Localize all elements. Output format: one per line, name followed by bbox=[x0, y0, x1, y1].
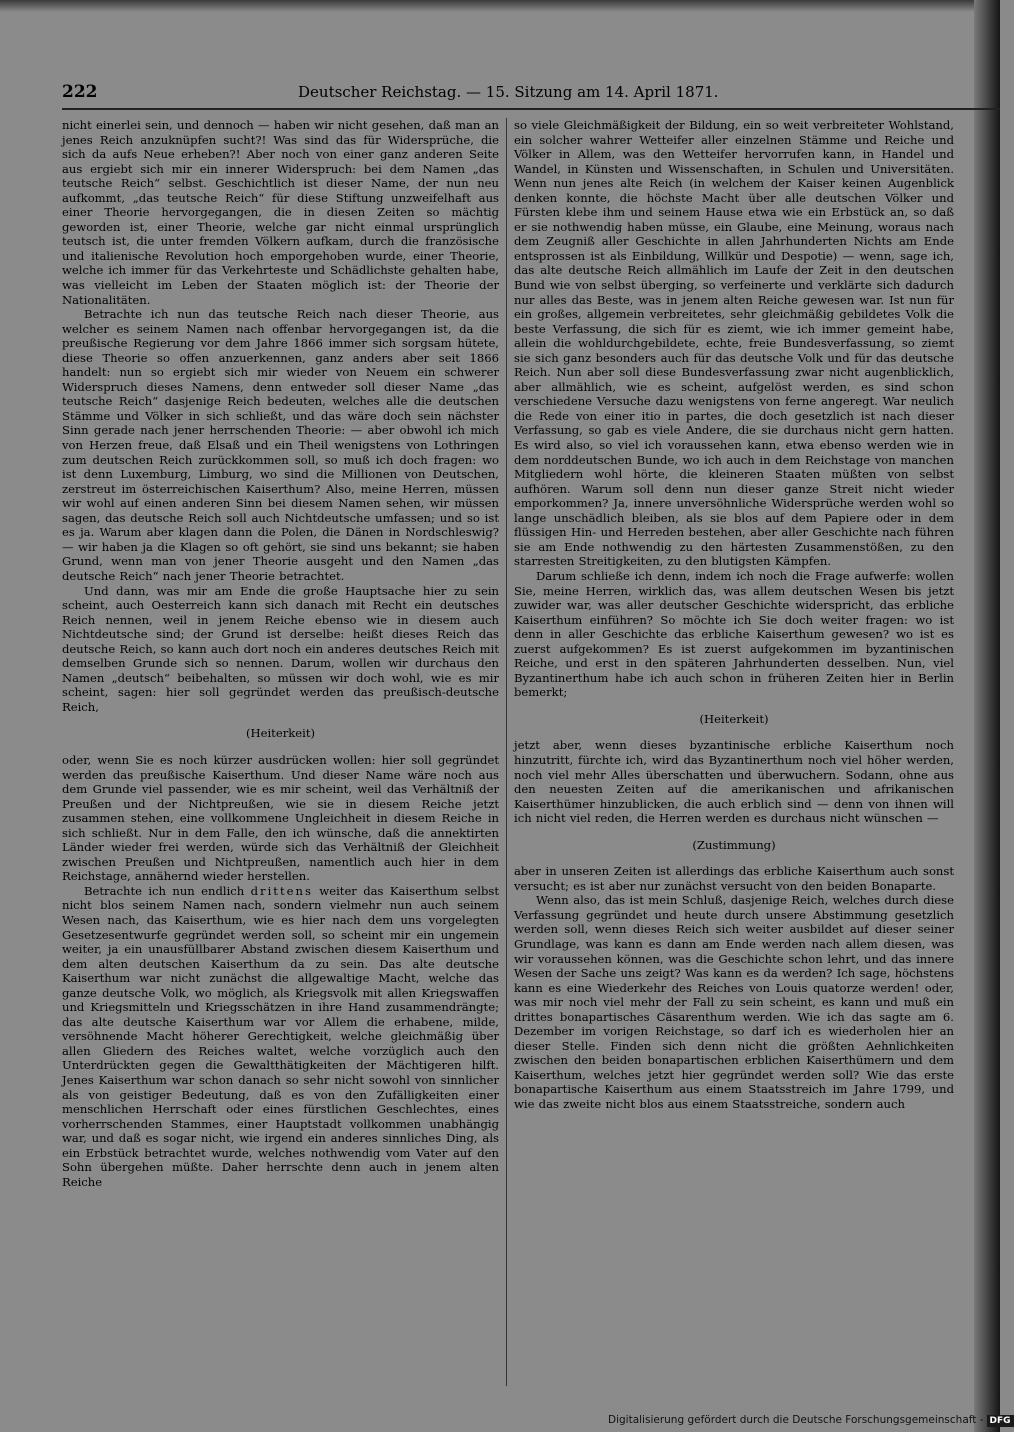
paragraph: jetzt aber, wenn dieses byzantinische erbliche Kaiserthum noch hinzutritt, fürchte ich, wird das Byzantinerthum noch viel höher werden, noch viel mehr Alles überschatten und überwuchern. Sodann, ohne aus den neuesten Zeiten auf die amerikanischen und afrikanischen Kaiserthümer hinzublicken, die auch erblich sind — denn von ihnen will ich nicht viel reden, die Herren werden es durchaus nicht wünschen — bbox=[514, 738, 954, 826]
dfg-logo: DFG bbox=[987, 1415, 1014, 1427]
paragraph-start: Betrachte ich nun endlich bbox=[84, 883, 251, 898]
column-divider bbox=[506, 118, 507, 1386]
paragraph: so viele Gleichmäßigkeit der Bildung, ein so weit verbreiteter Wohlstand, ein solcher wahrer Wetteifer aller einzelnen Stämme und Reiche und Völker in Allem, was den Wetteifer hervorrufen kann, in Handel und Wandel, in Künsten und Wissenschaften, in Schulen und Universitäten. Wenn nun jenes alte Reich (in welchem der Kaiser keinen Augenblick denken konnte, die höchste Macht über alle deutschen Völker und Fürsten klebe ihm und seinem Hause etwa wie ein Erbstück an, so daß er sie nothwendig haben müsse, ein Glaube, eine Meinung, woraus nach dem Zeugniß aller Geschichte in allen Jahrhunderten Nichts am Ende entsprossen ist als Einbildung, Willkür und Despotie) — wenn, sage ich, das alte deutsche Reich allmählich im Laufe der Zeit in den deutschen Bund wie von selbst überging, so verfeinerte und verklärte sich dadurch nur alles das Beste, was in jenem alten Reiche gewesen war. Ist nun für ein großes, allgemein verbreitetes, sehr gleichmäßig gebildetes Volk die beste Verfassung, die sich für es ziemt, wie ich immer gemeint habe, allein die wohldurchgebildete, echte, freie Bundesverfassung, so ziemt sie sich ganz besonders auch für das deutsche Volk und für das deutsche Reich. Nun aber soll diese Bundesverfassung zwar nicht augenblicklich, aber allmählich, wie es scheint, aufgelöst werden, es sind schon verschiedene Versuche dazu wenigstens von ferne angeregt. War neulich die Rede von einer itio in partes, die doch gesetzlich ist nach dieser Verfassung, so gab es viele Andere, die sie durchaus nicht gern hatten. Es wird also, so viel ich voraussehen kann, etwa ebenso werden wie in dem norddeutschen Bunde, wo ich auch in dem Reichstage von manchen Mitgliedern wohl hörte, die kleineren Staaten müßten von selbst aufhören. Warum soll denn nun dieser ganze Streit nicht wieder emporkommen? Ja, innere unversöhnliche Widersprüche werden wohl so lange unschädlich bleiben, als sie blos auf dem Papiere oder in dem flüssigen Hin- und Herreden bestehen, aber aller Geschichte nach führen sie am Ende nothwendig zu den härtesten Zusammenstößen, zu den starresten Streitigkeiten, zu den blutigsten Kämpfen. bbox=[514, 118, 954, 569]
scan-edge-right bbox=[974, 0, 1000, 1432]
paragraph: Darum schließe ich denn, indem ich noch die Frage aufwerfe: wollen Sie, meine Herren, wirklich das, was allem deutschen Wesen bis jetzt zuwider war, was aller deutscher Geschichte widerspricht, das erbliche Kaiserthum einführen? So möchte ich Sie doch weiter fragen: wo ist denn in aller Geschichte das erbliche Kaiserthum gewesen? wo ist es zuerst aufgekommen? Es ist zuerst aufgekommen im byzantinischen Reiche, und erst in den späteren Jahrhunderten desselben. Nun, viel Byzantinerthum habe ich auch schon in früheren Zeiten hier in Berlin bemerkt; bbox=[514, 568, 954, 700]
paragraph: Betrachte ich nun das teutsche Reich nach dieser Theorie, aus welcher es seinem Namen nach offenbar hervorgegangen ist, da die preußische Regierung vor dem Jahre 1866 immer sich sorgsam hütete, diese Theorie so offen anzuerkennen, ganz anders aber seit 1866 handelt: nun so ergiebt sich mir wieder von Neuem ein schwerer Widerspruch dieses Namens, denn entweder soll dieser Name „das teutsche Reich“ dasjenige Reich bedeuten, welches alle die deutschen Stämme und Völker in sich schließt, und das wäre doch sein nächster Sinn gerade nach jener herrschenden Theorie: — aber obwohl ich mich von Herzen freue, daß Elsaß und ein Theil wenigstens von Lothringen zum deutschen Reich zurückkommen soll, so muß ich doch fragen: wo ist denn Luxemburg, Limburg, wo sind die Millionen von Deutschen, zerstreut im österreichischen Kaiserthum? Also, meine Herren, müssen wir wohl auf einen anderen Sinn bei diesem Namen sehen, wir müssen sagen, das deutsche Reich soll auch Nichtdeutsche umfassen; und so ist es ja. Warum aber klagen dann die Polen, die Dänen in Nordschleswig? — wir haben ja die Klagen so oft gehört, sie sind uns bekannt; sie haben Grund, wenn man von jener Theorie ausgeht und den Namen „das deutsche Reich“ nach jener Theorie betrachtet. bbox=[62, 307, 499, 583]
paragraph: nicht einerlei sein, und dennoch — haben wir nicht gesehen, daß man an jenes Reich anzuknüpfen sucht?! Was sind das für Widersprüche, die sich da aufs Neue erheben?! Aber noch von einer ganz anderen Seite aus ergiebt sich mir ein innerer Widerspruch: bei dem Namen „das teutsche Reich“ selbst. Geschichtlich ist dieser Name, der nun neu aufkommt, „das teutsche Reich“ für diese Stiftung unzweifelhaft aus einer Theorie hervorgegangen, die in diesen Zeiten so mächtig geworden ist, einer Theorie, welche gar nicht einmal ursprünglich teutsch ist, die unter fremden Völkern aufkam, durch die französische und italienische Revolution hoch emporgehoben wurde, einer Theorie, welche ich immer für das Verkehrteste und Schädlichste gehalten habe, was vielleicht im Leben der Staaten möglich ist: der Theorie der Nationalitäten. bbox=[62, 118, 499, 307]
digitization-footer bbox=[608, 1414, 1014, 1427]
running-title: Deutscher Reichstag. — 15. Sitzung am 14. April 1871. bbox=[298, 83, 719, 101]
scan-edge-top bbox=[0, 0, 1000, 12]
interjection: (Zustimmung) bbox=[692, 837, 776, 852]
paragraph: aber in unseren Zeiten ist allerdings das erbliche Kaiserthum auch sonst versucht; es ist aber nur zunächst versucht von den beiden Bonaparte. bbox=[514, 864, 954, 893]
paragraph: Wenn also, das ist mein Schluß, dasjenige Reich, welches durch diese Verfassung gegründet und heute durch unsere Abstimmung gesetzlich werden soll, wenn dieses Reich sich weiter ausbildet auf dieser seiner Grundlage, was kann es dann am Ende werden nach allem diesen, was wir voraussehen können, was die Geschichte schon lehrt, und das innere Wesen der Sache uns zeigt? Was kann es da werden? Ich sage, höchstens kann es eine Wiederkehr des Reiches von Louis quatorze werden! oder, was mir noch viel mehr der Fall zu sein scheint, es kann und muß ein drittes bonapartisches Cäsarenthum werden. Wie ich das sagte am 6. Dezember im vorigen Reichstage, so darf ich es wiederholen hier an dieser Stelle. Finden sich denn nicht die größten Aehnlichkeiten zwischen den beiden bonapartischen erblichen Kaiserthümern und dem Kaiserthum, welches jetzt hier gegründet werden soll? Wie das erste bonapartische Kaiserthum aus einem Staatsstreich im Jahre 1799, und wie das zweite nicht blos aus einem Staatsstreiche, sondern auch bbox=[514, 893, 954, 1111]
footer-text: Digitalisierung gefördert durch die Deutsche Forschungsgemeinschaft - bbox=[608, 1414, 984, 1426]
interjection: (Heiterkeit) bbox=[699, 711, 769, 726]
left-column bbox=[62, 118, 499, 1189]
right-column bbox=[514, 118, 954, 1112]
paragraph: Und dann, was mir am Ende die große Hauptsache hier zu sein scheint, auch Oesterreich kann sich danach mit Recht ein deutsches Reich nennen, weil in jenem Reiche ebenso wie in diesem auch Nichtdeutsche sind; der Grund ist derselbe: heißt dieses Reich das deutsche Reich, so kann auch dort noch ein anderes deutsches Reich mit demselben Grunde sich so nennen. Darum, wollen wir durchaus den Namen „deutsch“ beibehalten, so müssen wir doch wohl, wie es mir scheint, sagen: hier soll gegründet werden das preußisch-deutsche Reich, bbox=[62, 583, 499, 714]
paragraph bbox=[62, 884, 499, 1189]
emphasized-word: drittens bbox=[250, 883, 313, 898]
page-number: 222 bbox=[62, 82, 98, 102]
interjection: (Heiterkeit) bbox=[245, 726, 316, 741]
paragraph: oder, wenn Sie es noch kürzer ausdrücken wollen: hier soll gegründet werden das preußische Kaiserthum. Und dieser Name wäre noch aus dem Grunde viel passender, wie es mir scheint, weil das Verhältniß der Preußen und der Nichtpreußen, wie sie in diesem Reiche jetzt zusammen stehen, eine vollkommene Ungleichheit in diesem Reiche in sich schließt. Nur in dem Falle, den ich wünsche, daß die annektirten Länder wieder frei werden, würde sich das Verhältniß der Gleichheit zwischen Preußen und Nichtpreußen, namentlich auch hier in dem Reichstage, annähernd wieder herstellen. bbox=[62, 752, 499, 884]
paragraph-rest: weiter das Kaiserthum selbst nicht blos seinem Namen nach, sondern vielmehr nun auch seinem Wesen nach, das Kaiserthum, wie es hier nach dem uns vorgelegten Gesetzesentwurfe gegründet werden soll, so scheint mir ein ungemein weiter, ja ein unausfüllbarer Abstand zwischen diesem Kaiserthum und dem alten deutschen Kaiserthum da zu sein. Das alte deutsche Kaiserthum war nicht zunächst die allgewaltige Macht, welche das ganze deutsche Volk, wo möglich, als Kriegsvolk mit allen Kriegswaffen und Kriegsmitteln und Kriegsschätzen in ihre Hand zusammendrängte; das alte deutsche Kaiserthum war vor Allem die erhabene, milde, versöhnende Macht höherer Gerechtigkeit, welche gleichmäßig über allen Gliedern des Reiches waltet, welche vorzüglich auch den Unterdrückten gegen die Gewaltthätigkeiten der Mächtigeren hilft. Jenes Kaiserthum war schon danach so sehr nicht sowohl von sinnlicher als von geistiger Bedeutung, daß es von den Zufälligkeiten einer menschlichen Herrschaft oder eines fürstlichen Geschlechtes, eines vorherrschenden Stammes, einer Hauptstadt vollkommen unabhängig war, und daß es sogar nicht, wie irgend ein anderes sinnliches Ding, als ein Erbstück betrachtet wurde, welches nothwendig vom Vater auf den Sohn übergehen müßte. Daher herrschte denn auch in jenem alten Reiche bbox=[62, 883, 499, 1189]
page-header bbox=[62, 82, 719, 104]
header-rule bbox=[62, 108, 1000, 110]
